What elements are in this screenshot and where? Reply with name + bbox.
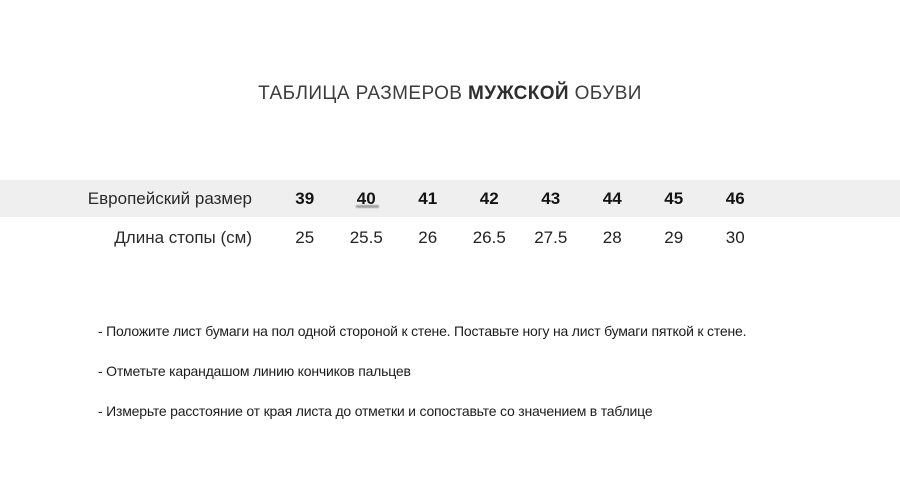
instruction-step-3: - Измерьте расстояние от края листа до отметки и сопоставьте со значением в таблице bbox=[98, 403, 653, 419]
size-cell: 42 bbox=[479, 188, 499, 208]
length-cell: 26 bbox=[418, 228, 438, 247]
size-table-length-row bbox=[0, 217, 900, 259]
instruction-step-2: - Отметьте карандашом линию кончиков пальцев bbox=[98, 363, 411, 379]
size-cell: 41 bbox=[418, 188, 438, 208]
length-cell: 25 bbox=[295, 228, 315, 247]
page-title-prefix: ТАБЛИЦА РАЗМЕРОВ bbox=[258, 83, 469, 104]
page-title-suffix: ОБУВИ bbox=[568, 83, 642, 104]
size-cell: 40 bbox=[356, 188, 376, 208]
row-label-european-size: Европейский размер bbox=[87, 188, 252, 208]
size-cell: 39 bbox=[295, 188, 315, 208]
length-cell: 26.5 bbox=[472, 228, 506, 247]
size-cell: 46 bbox=[725, 188, 745, 208]
page-title bbox=[0, 83, 900, 105]
length-cell: 28 bbox=[602, 228, 622, 247]
page-title-emphasis: МУЖСКОЙ bbox=[468, 83, 569, 104]
length-cell: 25.5 bbox=[349, 228, 383, 247]
length-cell: 29 bbox=[664, 228, 684, 247]
length-cell: 27.5 bbox=[534, 228, 568, 247]
row-label-foot-length: Длина стопы (см) bbox=[114, 228, 252, 247]
size-cell: 44 bbox=[602, 188, 622, 208]
size-cell: 43 bbox=[541, 188, 561, 208]
size-cell: 45 bbox=[664, 188, 684, 208]
smudge-artifact bbox=[356, 205, 379, 208]
length-cell: 30 bbox=[725, 228, 745, 247]
size-table-header-row bbox=[0, 180, 900, 217]
instruction-step-1: - Положите лист бумаги на пол одной стороной к стене. Поставьте ногу на лист бумаги пяткой к стене. bbox=[98, 323, 747, 339]
